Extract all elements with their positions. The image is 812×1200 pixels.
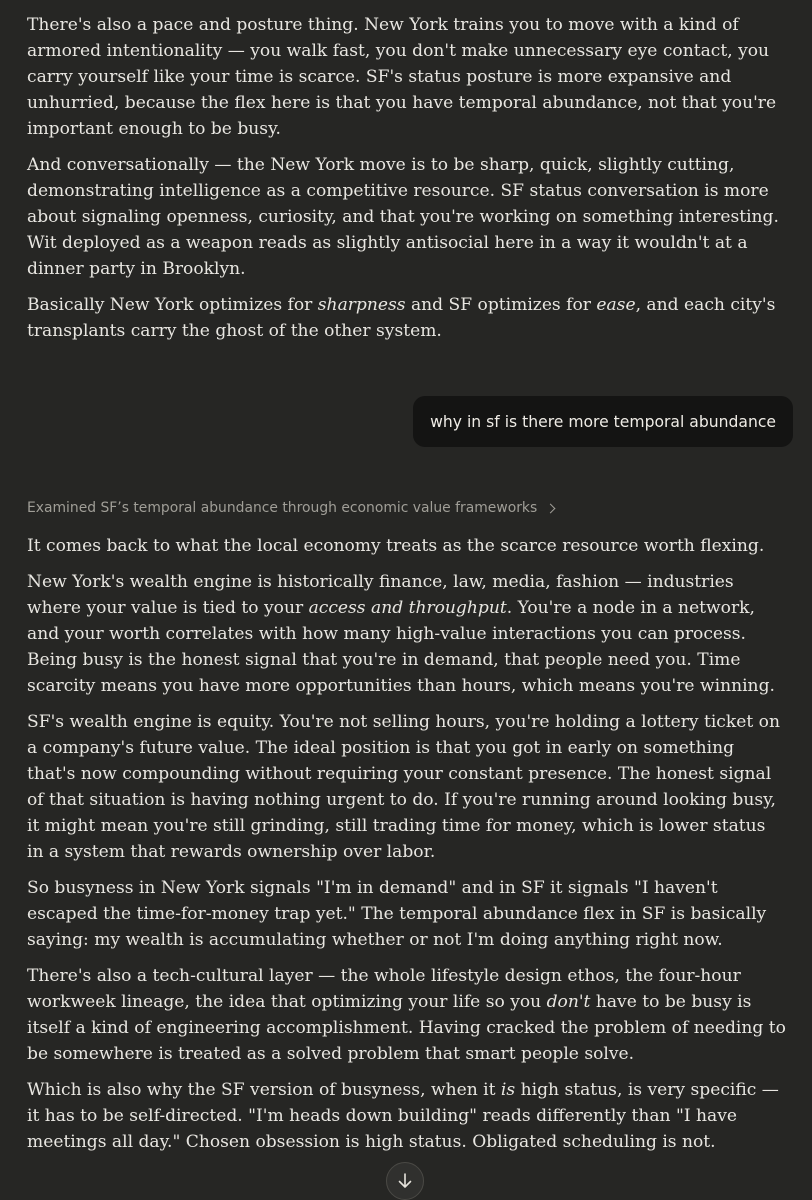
emphasis-text: access and throughput	[308, 598, 507, 618]
message-paragraph	[27, 12, 787, 142]
text-run: and SF optimizes for	[405, 295, 597, 315]
chevron-right-icon	[546, 503, 556, 513]
user-message-text: why in sf is there more temporal abundance	[430, 412, 776, 431]
message-paragraph	[27, 569, 787, 699]
assistant-message-previous	[27, 12, 787, 354]
message-paragraph	[27, 963, 787, 1067]
thinking-summary-label: Examined SF’s temporal abundance through economic value frameworks	[27, 500, 538, 516]
text-run: Basically New York optimizes for	[27, 295, 318, 315]
text-run: high status, is very specific — it has to be self-directed. "I'm heads down building" reads differently than "I have meetings all day." Chosen obsession is high status. Obligated scheduling is not.	[27, 1080, 779, 1152]
text-run: Which is also why the SF version of busyness, when it	[27, 1080, 501, 1100]
message-paragraph	[27, 533, 787, 559]
text-run: SF's wealth engine is equity. You're not selling hours, you're holding a lottery ticket on a company's future value. The ideal position is that you got in early on something that's now compounding without requiring your constant presence. The honest signal of that situation is having nothing urgent to do. If you're running around looking busy, it might mean you're still grinding, still trading time for money, which is lower status in a system that rewards ownership over labor.	[27, 712, 780, 862]
text-run: have to be busy is itself a kind of engineering accomplishment. Having cracked the problem of needing to be somewhere is treated as a solved problem that smart people solve.	[27, 992, 786, 1064]
emphasis-text: ease	[596, 295, 636, 315]
emphasis-text: sharpness	[317, 295, 406, 315]
scroll-to-bottom-button[interactable]	[386, 1162, 424, 1200]
text-run: , and each city's transplants carry the ghost of the other system.	[27, 295, 776, 341]
emphasis-text: is	[500, 1080, 516, 1100]
arrow-down-icon	[398, 1173, 412, 1189]
message-paragraph	[27, 1077, 787, 1155]
text-run: New York's wealth engine is historically finance, law, media, fashion — industries where your value is tied to your	[27, 572, 734, 618]
message-paragraph	[27, 709, 787, 865]
text-run: It comes back to what the local economy treats as the scarce resource worth flexing.	[27, 536, 765, 556]
text-run: So busyness in New York signals "I'm in demand" and in SF it signals "I haven't escaped the time-for-money trap yet." The temporal abundance flex in SF is basically saying: my wealth is accumulating whether or not I'm doing anything right now.	[27, 878, 767, 950]
text-run: And conversationally — the New York move is to be sharp, quick, slightly cutting, demonstrating intelligence as a competitive resource. SF status conversation is more about signaling openness, curiosity, and that you're working on something interesting. Wit deployed as a weapon reads as slightly antisocial here in a way it wouldn't at a dinner party in Brooklyn.	[27, 155, 779, 279]
emphasis-text: don't	[546, 992, 591, 1012]
assistant-message-response	[27, 533, 787, 1165]
message-paragraph	[27, 292, 787, 344]
message-paragraph	[27, 875, 787, 953]
user-message-bubble	[413, 396, 793, 447]
text-run: There's also a tech-cultural layer — the whole lifestyle design ethos, the four-hour workweek lineage, the idea that optimizing your life so you	[27, 966, 741, 1012]
thinking-summary-toggle[interactable]	[27, 500, 554, 516]
text-run: . You're a node in a network, and your worth correlates with how many high-value interactions you can process. Being busy is the honest signal that you're in demand, that people need you. Time scarcity means you have more opportunities than hours, which means you're winning.	[27, 598, 775, 696]
text-run: There's also a pace and posture thing. New York trains you to move with a kind of armored intentionality — you walk fast, you don't make unnecessary eye contact, you carry yourself like your time is scarce. SF's status posture is more expansive and unhurried, because the flex here is that you have temporal abundance, not that you're important enough to be busy.	[27, 15, 777, 139]
message-paragraph	[27, 152, 787, 282]
